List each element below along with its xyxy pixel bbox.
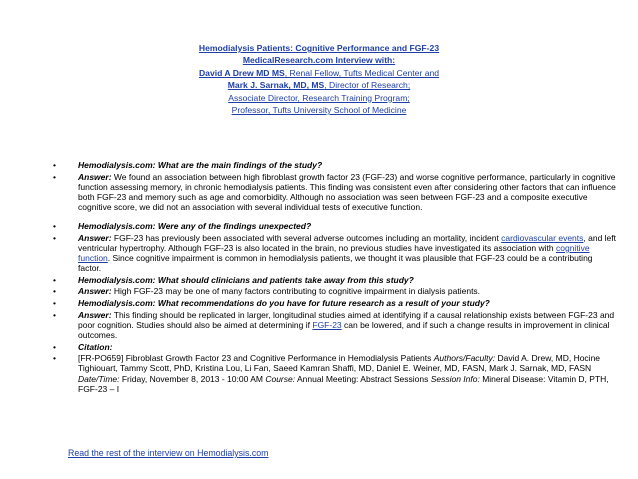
title-link[interactable]: Hemodialysis Patients: Cognitive Performance and FGF-23	[198, 43, 440, 53]
citation-authors-label: Authors/Faculty:	[433, 353, 496, 364]
sarnak-title[interactable]: , Director of Research;	[324, 80, 411, 91]
interview-link[interactable]: MedicalResearch.com Interview with:	[242, 55, 396, 66]
citation-label: Citation:	[78, 341, 113, 352]
citation-title: [FR-PO659] Fibroblast Growth Factor 23 and Cognitive Performance in Hemodialysis Patients	[78, 353, 434, 364]
bullet: •	[53, 221, 56, 232]
bullet: •	[53, 309, 56, 320]
footer	[68, 448, 268, 458]
drew-name-link[interactable]: David A Drew MD MS	[198, 67, 285, 78]
answer-4-part-2: can be lowered, and if such a change results in improvement in clinical outcomes.	[78, 319, 610, 340]
list-item	[0, 298, 638, 308]
citation-date-label: Date/Time:	[78, 373, 120, 384]
fgf23-link[interactable]: FGF-23	[312, 319, 342, 330]
citation-course: Annual Meeting: Abstract Sessions	[295, 373, 431, 384]
list-item	[0, 233, 638, 273]
interview-list	[0, 160, 638, 395]
citation-course-label: Course:	[265, 373, 296, 384]
answer-4-part-1: This finding should be replicated in larger, longitudinal studies aimed at identifying if a causal relationship exists between FGF-23 and poor cognition. Studies should also be aimed at determining if	[78, 309, 615, 330]
sarnak-title-3[interactable]: Professor, Tufts University School of Medicine	[231, 105, 407, 116]
question-4: Hemodialysis.com: What recommendations do you have for future research as a result of your study?	[78, 298, 490, 309]
cardiovascular-events-link[interactable]: cardiovascular events	[501, 232, 584, 243]
list-item	[0, 342, 638, 352]
article-header	[0, 42, 638, 116]
question-2: Hemodialysis.com: Were any of the findings unexpected?	[78, 221, 312, 232]
answer-label: Answer:	[78, 309, 112, 320]
sarnak-title-2[interactable]: Associate Director, Research Training Program;	[228, 92, 410, 103]
sarnak-name-link[interactable]: Mark J. Sarnak, MD, MS	[227, 80, 325, 91]
list-item	[0, 275, 638, 285]
list-item	[0, 353, 638, 393]
question-3: Hemodialysis.com: What should clinicians and patients take away from this study?	[78, 274, 414, 285]
answer-label: Answer:	[78, 286, 112, 297]
citation-session-label: Session Info:	[430, 373, 480, 384]
list-item	[0, 160, 638, 170]
bullet: •	[53, 286, 56, 297]
citation-date: Friday, November 8, 2013 - 10:00 AM	[119, 373, 266, 384]
bullet: •	[53, 341, 56, 352]
bullet: •	[53, 298, 56, 309]
list-item	[0, 221, 638, 231]
bullet: •	[53, 274, 56, 285]
read-more-link[interactable]: Read the rest of the interview on Hemodialysis.com	[68, 448, 269, 458]
answer-2-part-1: FGF-23 has previously been associated with several adverse outcomes including an mortality, incident	[111, 232, 502, 243]
bullet: •	[53, 160, 56, 170]
bullet: •	[53, 171, 56, 182]
question-1: Hemodialysis.com: What are the main findings of the study?	[78, 160, 323, 170]
answer-2-part-2: , and left ventricular hypertrophy. Although FGF-23 is also located in the brain, no previous studies have investigated its association with	[78, 232, 616, 253]
answer-3: High FGF-23 may be one of many factors contributing to cognitive impairment in dialysis patients.	[111, 286, 481, 297]
citation-authors: David A. Drew, MD, Hocine Tighiouart, Tammy Scott, PhD, Kristina Lou, Li Fan, Saeed Kamran Shaffi, MD, Daniel E. Weiner, MD, FASN, Mark J. Sarnak, MD, FASN	[78, 353, 601, 374]
drew-affiliation[interactable]: , Renal Fellow, Tufts Medical Center and	[284, 67, 440, 78]
list-item	[0, 310, 638, 340]
bullet: •	[53, 232, 56, 243]
list-item	[0, 172, 638, 212]
answer-label: Answer:	[78, 232, 112, 243]
answer-2-part-3: . Since cognitive impairment is common in hemodialysis patients, we thought it was plausible that FGF-23 could be a contributing factor.	[78, 252, 593, 274]
answer-label: Answer:	[78, 171, 112, 182]
list-item	[0, 286, 638, 296]
cognitive-function-link[interactable]: cognitive function	[78, 242, 590, 263]
citation-session: Mineral Disease: Vitamin D, PTH, FGF-23 – I	[78, 373, 609, 394]
answer-1: We found an association between high fibroblast growth factor 23 (FGF-23) and worse cognitive performance, particularly in cognitive function assessing memory, in chronic hemodialysis patients. This finding was consistent even after considering other factors that can influence both FGF-23 and memory such as age and comorbidity. Although no association was seen between FGF-23 and a composite executive cognitive score, we did not an association with several individual tests of executive function.	[78, 171, 616, 212]
bullet: •	[53, 353, 56, 364]
